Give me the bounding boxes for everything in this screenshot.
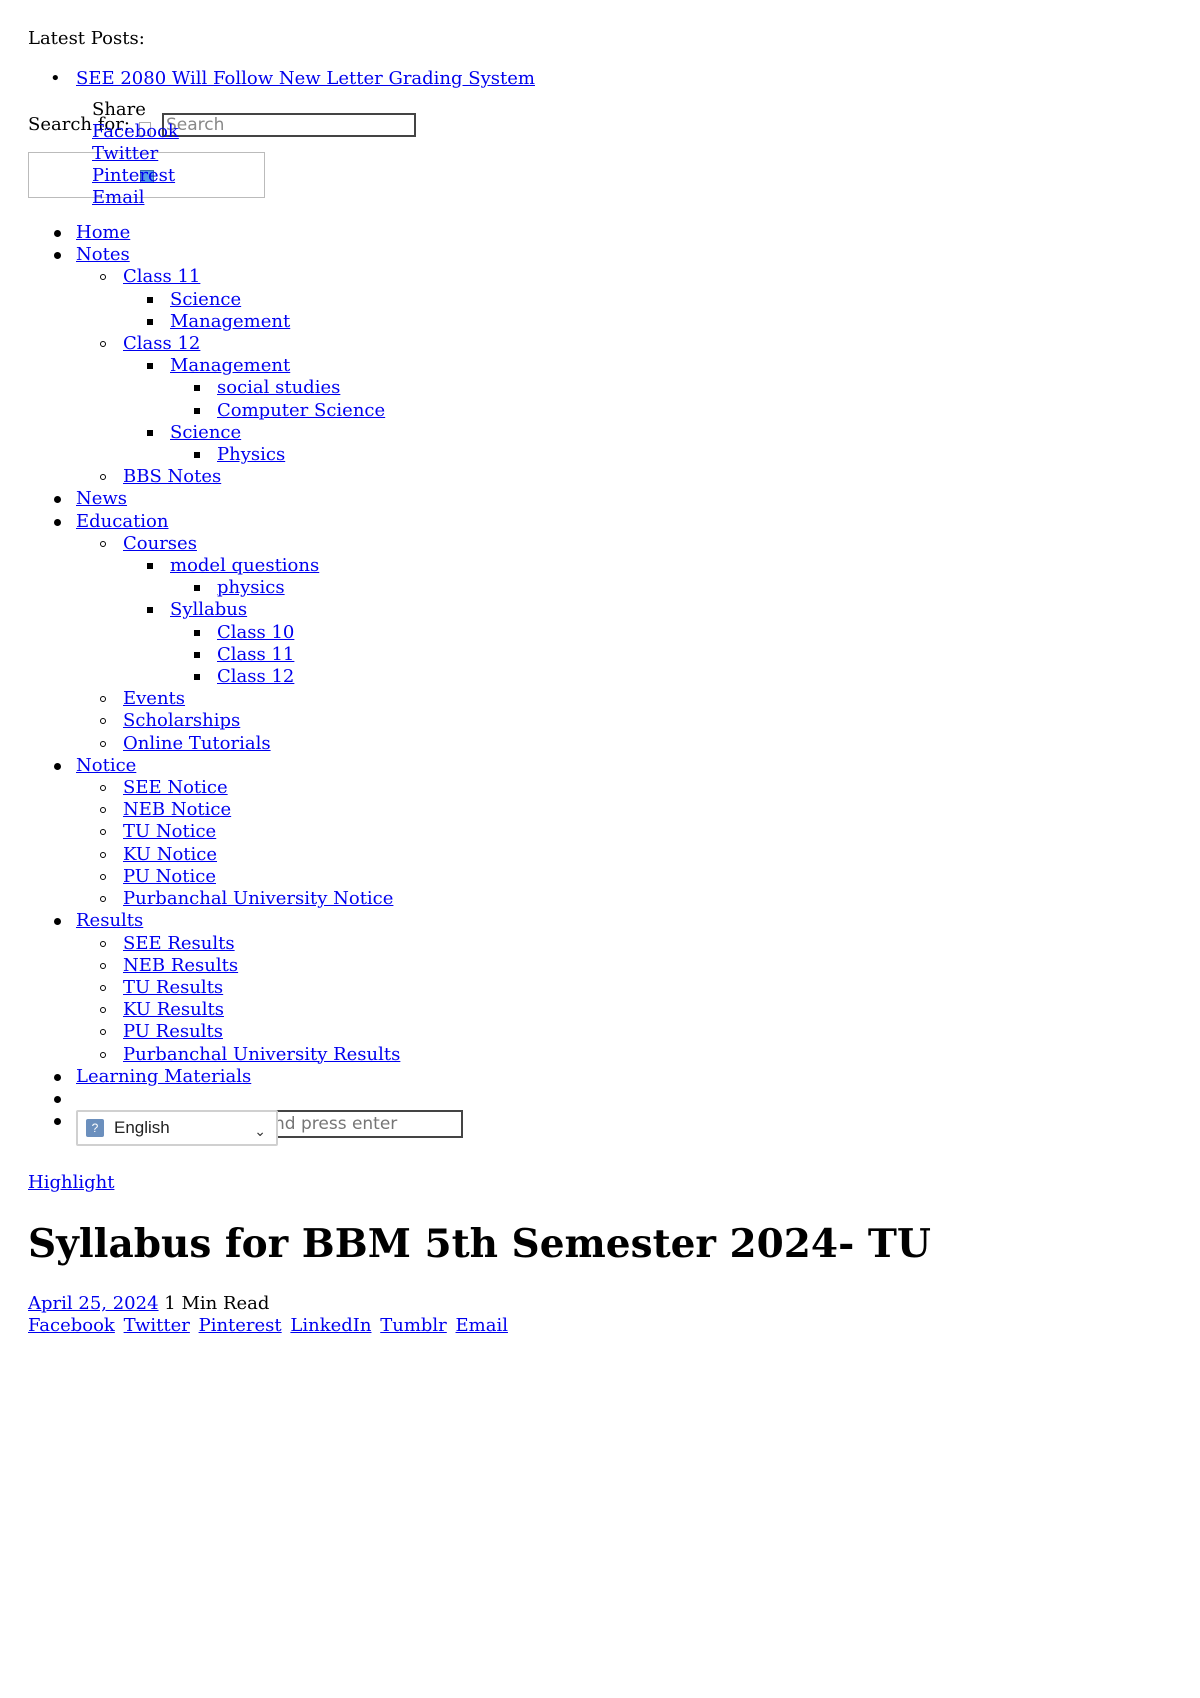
nav-item-neb-results bbox=[76, 955, 728, 977]
nav-link-management[interactable]: Management bbox=[170, 310, 291, 332]
latest-posts-list bbox=[28, 68, 728, 90]
post-read-time: 1 Min Read bbox=[164, 1293, 270, 1314]
education-submenu bbox=[76, 533, 728, 755]
notice-submenu bbox=[76, 777, 728, 910]
main-navigation bbox=[28, 222, 728, 1132]
nav-item-class-11 bbox=[170, 644, 728, 666]
latest-post-link[interactable]: SEE 2080 Will Follow New Letter Grading System bbox=[76, 68, 535, 89]
share-facebook-link[interactable]: Facebook bbox=[92, 121, 179, 142]
nav-link-class-12[interactable]: Class 12 bbox=[123, 333, 201, 355]
nav-link-events[interactable]: Events bbox=[123, 688, 186, 710]
nav-item-pu-notice bbox=[76, 866, 728, 888]
post-share-pinterest[interactable]: Pinterest bbox=[198, 1315, 282, 1336]
language-selected-value: English bbox=[114, 1118, 170, 1137]
chevron-down-icon: ⌄ bbox=[254, 1123, 266, 1139]
nav-item-computer-science bbox=[170, 400, 728, 422]
post-share-linkedin[interactable]: LinkedIn bbox=[290, 1315, 372, 1336]
nav-link-pu-notice[interactable]: PU Notice bbox=[123, 865, 216, 887]
post-share-facebook[interactable]: Facebook bbox=[28, 1315, 115, 1336]
share-menu bbox=[92, 99, 179, 209]
nav-item-class-12 bbox=[170, 666, 728, 688]
nav-link-science[interactable]: Science bbox=[170, 421, 242, 443]
nav-link-learning-materials[interactable]: Learning Materials bbox=[76, 1065, 252, 1087]
nav-item-tu-results bbox=[76, 977, 728, 999]
nav-item-empty bbox=[28, 1088, 728, 1110]
results-submenu bbox=[76, 933, 728, 1066]
share-twitter-link[interactable]: Twitter bbox=[92, 143, 159, 164]
nav-link-bbs-notes[interactable]: BBS Notes bbox=[123, 466, 222, 488]
nav-link-physics[interactable]: Physics bbox=[217, 444, 286, 466]
post-share-tumblr[interactable]: Tumblr bbox=[380, 1315, 447, 1336]
nav-link-management[interactable]: Management bbox=[170, 355, 291, 377]
nav-item-notes bbox=[28, 244, 728, 488]
nav-item-class-10 bbox=[170, 622, 728, 644]
share-label: Share bbox=[92, 99, 146, 120]
nav-link-class-10[interactable]: Class 10 bbox=[217, 621, 295, 643]
nav-link-pu-results[interactable]: PU Results bbox=[123, 1021, 223, 1043]
nav-link-notes[interactable]: Notes bbox=[76, 244, 130, 266]
nav-item-events bbox=[76, 688, 728, 710]
latest-posts-label: Latest Posts: bbox=[28, 28, 145, 49]
nav-link-home[interactable]: Home bbox=[76, 222, 131, 243]
menu-search-input[interactable] bbox=[268, 1110, 463, 1138]
nav-link-computer-science[interactable]: Computer Science bbox=[217, 399, 386, 421]
nav-link-ku-results[interactable]: KU Results bbox=[123, 999, 224, 1021]
class-11-submenu bbox=[123, 289, 728, 333]
class-12-submenu bbox=[123, 355, 728, 466]
courses-submenu bbox=[123, 555, 728, 688]
nav-item-news bbox=[28, 488, 728, 510]
nav-item-courses bbox=[76, 533, 728, 688]
search-input[interactable] bbox=[162, 113, 416, 137]
nav-item-science bbox=[123, 422, 728, 466]
nav-item-class-11 bbox=[76, 266, 728, 333]
notes-submenu bbox=[76, 266, 728, 488]
post-meta bbox=[28, 1293, 269, 1315]
nav-link-scholarships[interactable]: Scholarships bbox=[123, 710, 241, 732]
model-questions-submenu bbox=[170, 577, 728, 599]
syllabus-submenu bbox=[170, 622, 728, 689]
language-flag-icon: ? bbox=[86, 1119, 104, 1137]
nav-item-ku-notice bbox=[76, 844, 728, 866]
nav-item-pu-results bbox=[76, 1021, 728, 1043]
nav-link-syllabus[interactable]: Syllabus bbox=[170, 599, 248, 621]
nav-link-neb-results[interactable]: NEB Results bbox=[123, 954, 239, 976]
nav-link-results[interactable]: Results bbox=[76, 910, 144, 932]
nav-link-neb-notice[interactable]: NEB Notice bbox=[123, 799, 232, 821]
page-title: Syllabus for BBM 5th Semester 2024- TU bbox=[28, 1221, 931, 1267]
nav-item-education bbox=[28, 511, 728, 755]
nav-link-tu-notice[interactable]: TU Notice bbox=[123, 821, 217, 843]
nav-item-management bbox=[123, 355, 728, 422]
nav-link-class-11[interactable]: Class 11 bbox=[123, 266, 201, 288]
share-pinterest-link[interactable]: Pinterest bbox=[92, 165, 176, 186]
nav-link-notice[interactable]: Notice bbox=[76, 754, 137, 776]
nav-item-purbanchal-notice bbox=[76, 888, 728, 910]
nav-item-ku-results bbox=[76, 999, 728, 1021]
nav-link-see-notice[interactable]: SEE Notice bbox=[123, 777, 228, 799]
nav-link-science[interactable]: Science bbox=[170, 288, 242, 310]
post-share-twitter[interactable]: Twitter bbox=[123, 1315, 190, 1336]
nav-item-learning-materials bbox=[28, 1066, 728, 1088]
nav-item-physics bbox=[170, 444, 728, 466]
nav-link-courses[interactable]: Courses bbox=[123, 532, 197, 554]
nav-link-news[interactable]: News bbox=[76, 488, 128, 510]
nav-item-management bbox=[123, 311, 728, 333]
nav-item-syllabus bbox=[123, 599, 728, 688]
nav-link-class-12[interactable]: Class 12 bbox=[217, 666, 295, 688]
nav-item-online-tutorials bbox=[76, 733, 728, 755]
language-select[interactable] bbox=[76, 1110, 278, 1146]
nav-item-bbs-notes bbox=[76, 466, 728, 488]
nav-link-ku-notice[interactable]: KU Notice bbox=[123, 843, 218, 865]
nav-item-purbanchal-results bbox=[76, 1044, 728, 1066]
nav-item-see-notice bbox=[76, 777, 728, 799]
nav-item-notice bbox=[28, 755, 728, 910]
nav-item-physics bbox=[170, 577, 728, 599]
nav-link-model-questions[interactable]: model questions bbox=[170, 555, 320, 577]
nav-link-purbanchal-notice[interactable]: Purbanchal University Notice bbox=[123, 888, 394, 910]
nav-item-model-questions bbox=[123, 555, 728, 599]
nav-item-science bbox=[123, 289, 728, 311]
science-submenu bbox=[170, 444, 728, 466]
post-share-links bbox=[28, 1315, 511, 1337]
nav-link-purbanchal-results[interactable]: Purbanchal University Results bbox=[123, 1043, 401, 1065]
nav-link-class-11[interactable]: Class 11 bbox=[217, 643, 295, 665]
nav-item-home bbox=[28, 222, 728, 244]
nav-item-see-results bbox=[76, 933, 728, 955]
nav-item-neb-notice bbox=[76, 799, 728, 821]
post-share-email[interactable]: Email bbox=[455, 1315, 508, 1336]
management-submenu bbox=[170, 377, 728, 421]
list-item bbox=[28, 68, 728, 90]
nav-item-scholarships bbox=[76, 710, 728, 732]
nav-item-social-studies bbox=[170, 377, 728, 399]
nav-link-education[interactable]: Education bbox=[76, 510, 169, 532]
nav-link-tu-results[interactable]: TU Results bbox=[123, 976, 224, 998]
search-label: Search for: bbox=[28, 114, 130, 135]
nav-link-online-tutorials[interactable]: Online Tutorials bbox=[123, 732, 271, 754]
nav-link-physics[interactable]: physics bbox=[217, 577, 285, 599]
nav-item-class-12 bbox=[76, 333, 728, 466]
post-category-link[interactable]: Highlight bbox=[28, 1172, 115, 1193]
nav-link-social-studies[interactable]: social studies bbox=[217, 377, 341, 399]
post-date-link[interactable]: April 25, 2024 bbox=[28, 1293, 159, 1314]
nav-item-tu-notice bbox=[76, 821, 728, 843]
share-email-link[interactable]: Email bbox=[92, 187, 145, 208]
nav-link-see-results[interactable]: SEE Results bbox=[123, 932, 235, 954]
nav-item-results bbox=[28, 910, 728, 1065]
